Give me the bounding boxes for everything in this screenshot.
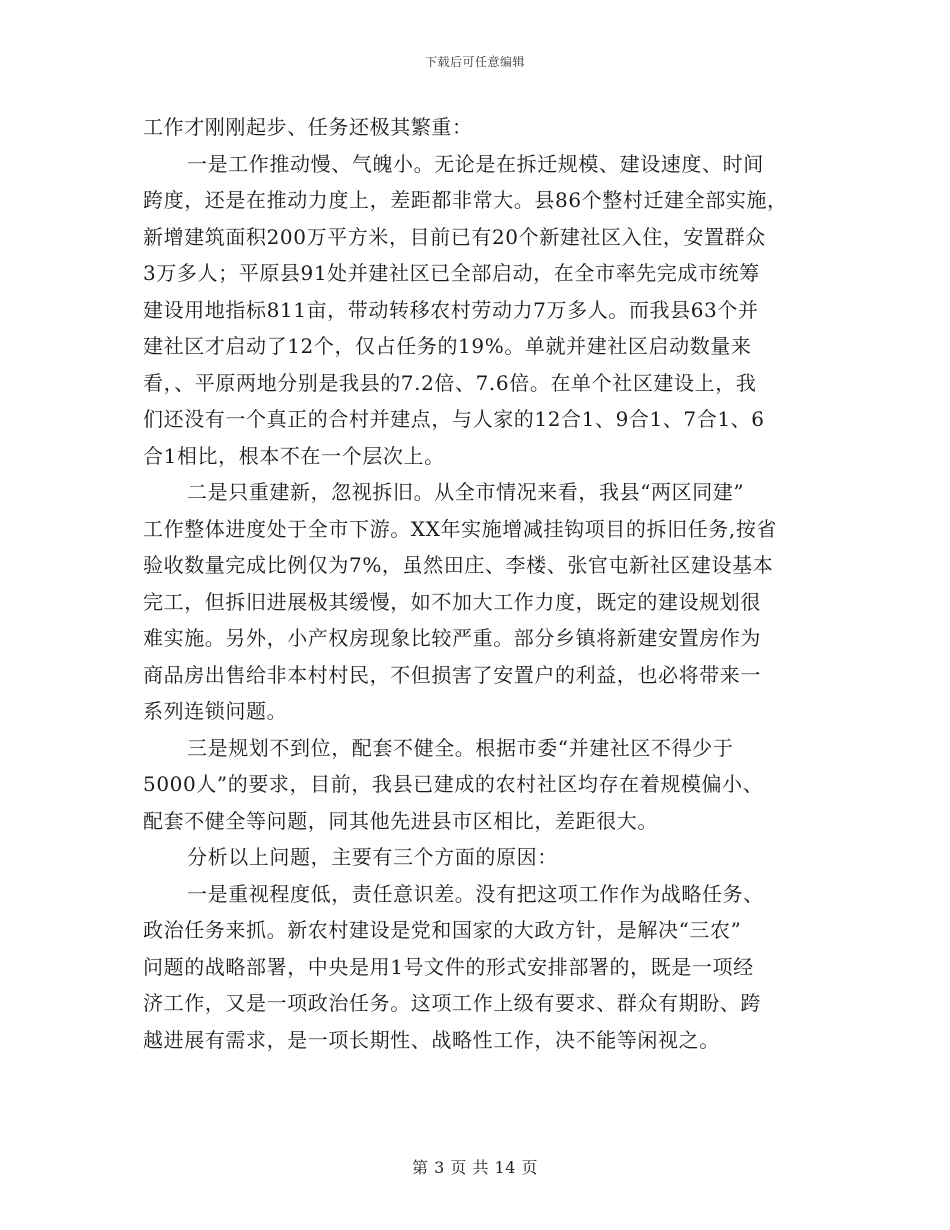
page-number: 第 3 页 共 14 页 — [412, 1158, 538, 1177]
text-line: 新增建筑面积200万平方米，目前已有20个新建社区入住，安置群众 — [143, 224, 766, 249]
text-line: 验收数量完成比例仅为7%，虽然田庄、李楼、张官屯新社区建设基本 — [143, 553, 774, 577]
text-line: 5000人”的要求，目前，我县已建成的农村社区均存在着规模偏小、 — [143, 772, 764, 796]
text-line: 3万多人；平原县91处并建社区已全部启动，在全市率先完成市统筹 — [143, 261, 760, 285]
text-line: 建设用地指标811亩，带动转移农村劳动力7万多人。而我县63个并 — [143, 297, 759, 322]
text-line: 济工作，又是一项政治任务。这项工作上级有要求、群众有期盼、跨 — [143, 991, 761, 1015]
text-line: 完工，但拆旧进展极其缓慢，如不加大工作力度，既定的建设规划很 — [143, 589, 761, 614]
text-line: 分析以上问题，主要有三个方面的原因： — [187, 845, 558, 869]
text-line: 三是规划不到位，配套不健全。根据市委“并建社区不得少于 — [187, 735, 734, 760]
text-line: 越进展有需求，是一项长期性、战略性工作，决不能等闲视之。 — [143, 1027, 720, 1052]
text-line: 难实施。另外，小产权房现象比较严重。部分乡镇将新建安置房作为 — [143, 626, 761, 650]
text-line: 配套不健全等问题，同其他先进县市区相比，差距很大。 — [143, 808, 658, 833]
text-line: 问题的战略部署，中央是用1号文件的形式安排部署的，既是一项经 — [143, 954, 754, 979]
text-line: 一是重视程度低，责任意识差。没有把这项工作作为战略任务、 — [187, 881, 764, 906]
text-line: 们还没有一个真正的合村并建点，与人家的12合1、9合1、7合1、6 — [143, 407, 765, 431]
text-line: 工作才刚刚起步、任务还极其繁重： — [143, 115, 473, 139]
text-line: 二是只重建新，忽视拆旧。从全市情况来看，我县“两区同建” — [187, 480, 745, 504]
text-line: 建社区才启动了12个，仅占任务的19%。单就并建社区启动数量来 — [143, 334, 752, 358]
document-body — [143, 109, 815, 1058]
text-line: 商品房出售给非本村村民，不但损害了安置户的利益，也必将带来一 — [143, 662, 761, 687]
text-line: 一是工作推动慢、气魄小。无论是在拆迁规模、建设速度、时间 — [187, 151, 764, 176]
text-line: 合1相比，根本不在一个层次上。 — [143, 443, 445, 468]
header-note: 下载后可任意编辑 — [424, 55, 525, 69]
text-line: 看，、平原两地分别是我县的7.2倍、7.6倍。在单个社区建设上，我 — [143, 370, 757, 395]
text-line: 工作整体进度处于全市下游。XX年实施增减挂钩项目的拆旧任务,按省 — [143, 516, 778, 541]
text-line: 系列连锁问题。 — [143, 699, 288, 723]
text-line: 政治任务来抓。新农村建设是党和国家的大政方针，是解决“三农” — [143, 918, 742, 942]
text-line: 跨度，还是在推动力度上，差距都非常大。县86个整村迁建全部实施， — [143, 188, 788, 212]
